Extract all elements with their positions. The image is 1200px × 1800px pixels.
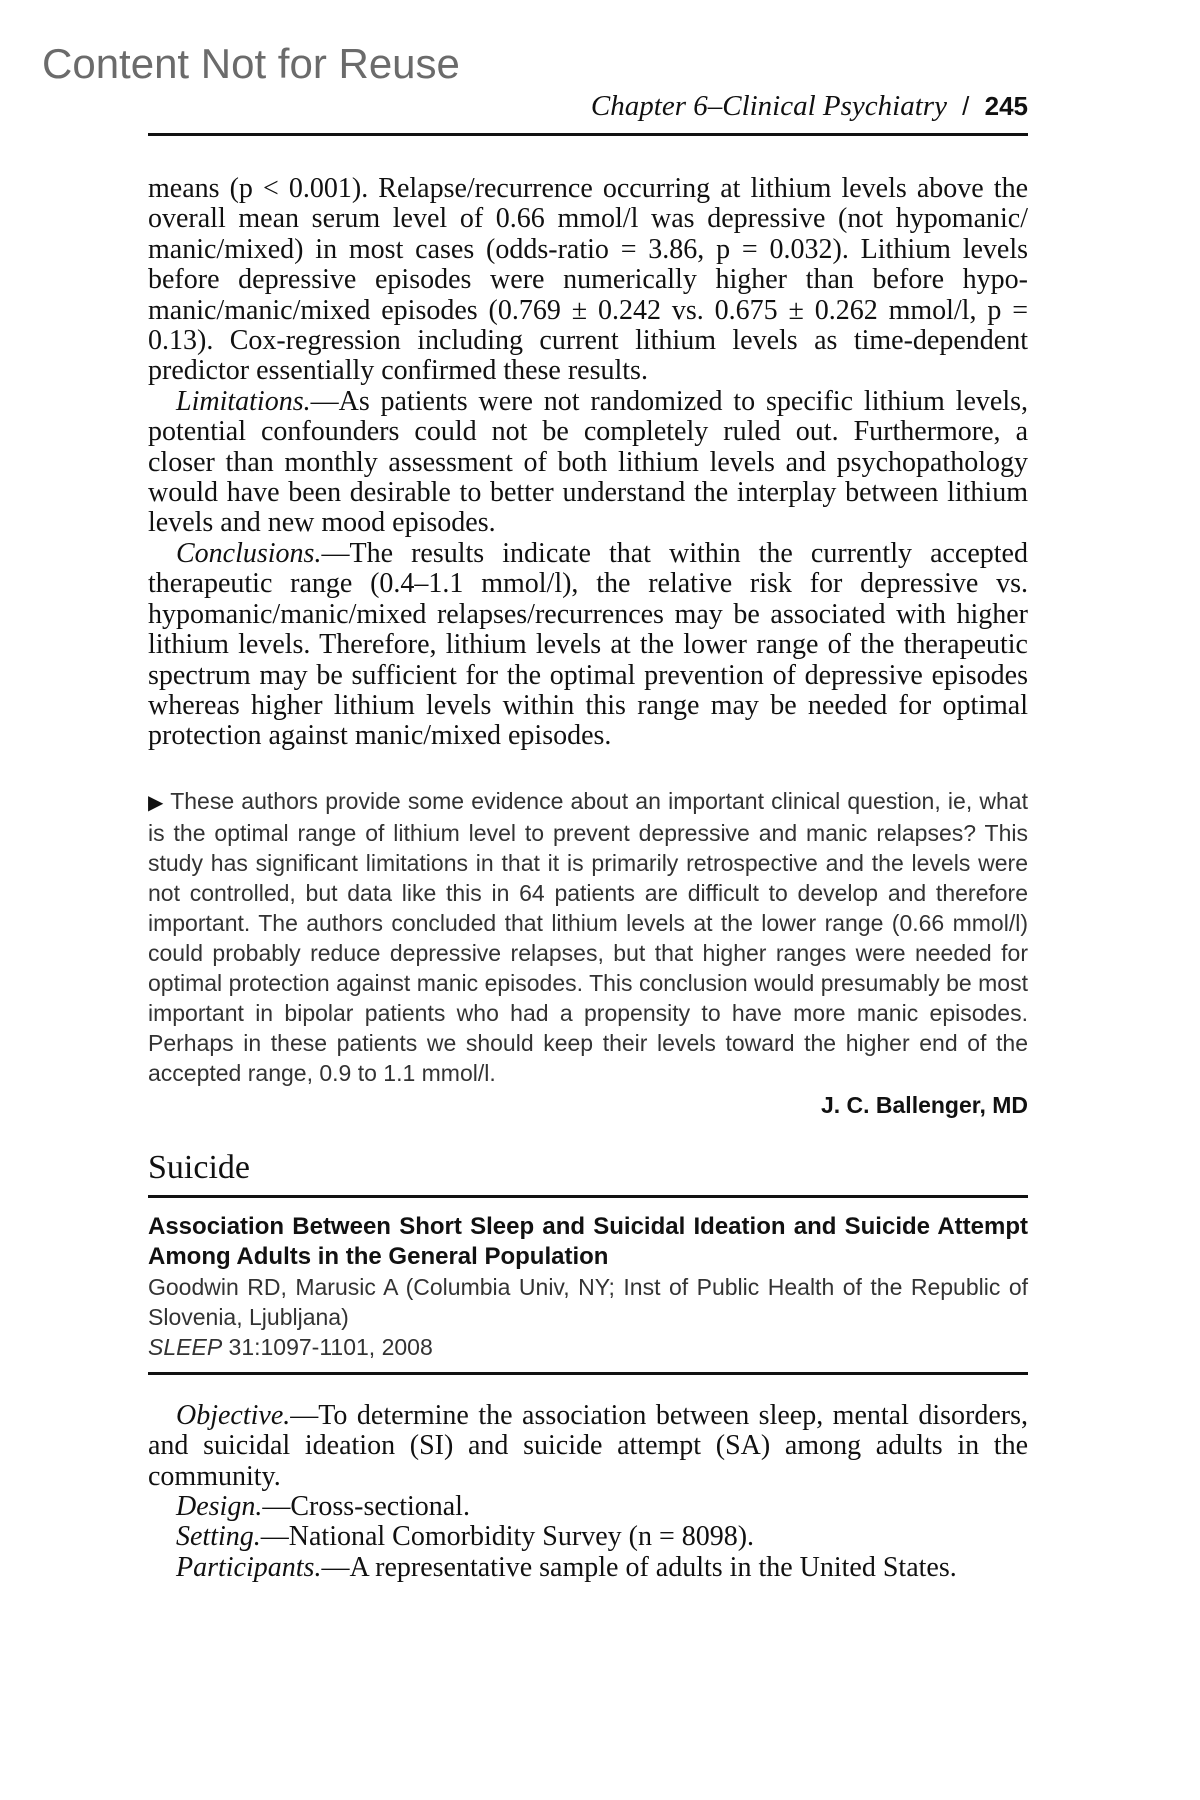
chapter-title: Chapter 6–Clinical Psychiatry: [590, 90, 947, 122]
conclusions-paragraph: [148, 539, 1028, 752]
editor-commentary: [148, 786, 1028, 1088]
citation-details: 31:1097-1101, 2008: [222, 1333, 433, 1360]
page: [148, 88, 1028, 1583]
divider: [148, 1372, 1028, 1375]
article-authors: Goodwin RD, Marusic A (Columbia Univ, NY; Inst of Public Health of the Republic of Slovenia, Ljubljana): [148, 1273, 1028, 1330]
conclusions-label: Conclusions.: [176, 537, 322, 569]
header-separator: /: [962, 91, 970, 121]
article-title: Association Between Short Sleep and Suicidal Ideation and Suicide Attempt Among Adults in the General Population: [148, 1212, 1028, 1270]
design-paragraph: [148, 1492, 1028, 1522]
continued-abstract: [148, 174, 1028, 752]
participants-label: Participants.: [176, 1551, 322, 1583]
setting-label: Setting.: [176, 1521, 261, 1553]
objective-label: Objective.: [176, 1399, 291, 1431]
watermark: Content Not for Reuse: [42, 40, 460, 87]
setting-text: —National Comorbidity Survey (n = 8098).: [260, 1521, 755, 1553]
section-title: Suicide: [148, 1149, 1028, 1198]
objective-text: —To determine the association between sleep, mental disorders, and suicidal ideation (SI) and suicide attempt (SA) among adults in the community.: [148, 1399, 1028, 1492]
design-text: —Cross-sectional.: [262, 1490, 470, 1522]
page-number: 245: [984, 91, 1028, 121]
participants-paragraph: [148, 1553, 1028, 1583]
commentary-text: These authors provide some evidence about an important clinical question, ie, what is the optimal range of lithium level to prevent depressive and manic relapses? This study has significant limitations in that it is primarily retrospective and the levels were not controlled, but data like this in 64 patients are difficult to develop and therefore important. The authors concluded that lithium levels at the lower range (0.66 mmol/l) could probably reduce depressive relapses, but that higher ranges were needed for optimal protection against manic episodes. This conclusion would presumably be most important in bipolar patients who had a propensity to have more manic episodes. Perhaps in these patients we should keep their levels toward the higher end of the accepted range, 0.9 to 1.1 mmol/l.: [148, 787, 1028, 1086]
results-paragraph: means (p < 0.001). Relapse/recurrence occurring at lithium levels above the overall mean serum level of 0.66 mmol/l was depressive (not hypomanic/ manic/mixed) in most cases (odds-ratio = 3.86, p = 0.032). Lithium levels before depressive episodes were numerically higher than before hypomanic/manic/mixed episodes (0.769 ± 0.242 vs. 0.675 ± 0.262 mmol/l, p = 0.13). Cox-regression including current lithium levels as time-dependent predictor essentially confirmed these results.: [148, 173, 1028, 387]
conclusions-text: —The results indicate that within the currently accepted therapeutic range (0.4–1.1 mmol/l), the relative risk for depressive vs. hypomanic/manic/mixed relapses/recurrences may be associated with higher lithium levels. Therefore, lithium levels at the lower range of the therapeutic spectrum may be sufficient for the optimal prevention of depressive episodes whereas higher lithium levels within this range may be needed for optimal protection against manic/mixed episodes.: [148, 537, 1028, 752]
running-head: [148, 88, 1028, 136]
limitations-text: —As patients were not randomized to specific lithium levels, potential confounders could not be completely ruled out. Furthermore, a closer than monthly assessment of both lithium levels and psychopathology would have been desirable to better understand the interplay between lithium levels and new mood episodes.: [148, 385, 1028, 539]
participants-text: —A representative sample of adults in the United States.: [321, 1551, 957, 1583]
journal-name: SLEEP: [148, 1333, 223, 1360]
setting-paragraph: [148, 1522, 1028, 1552]
limitations-paragraph: [148, 387, 1028, 539]
triangle-arrow-icon: ▶: [148, 791, 165, 814]
limitations-label: Limitations.: [176, 385, 311, 417]
objective-paragraph: [148, 1401, 1028, 1492]
commentary-author: J. C. Ballenger, MD: [820, 1091, 1028, 1118]
article-citation: [148, 1332, 1028, 1362]
article-abstract: [148, 1401, 1028, 1583]
design-label: Design.: [176, 1490, 263, 1522]
